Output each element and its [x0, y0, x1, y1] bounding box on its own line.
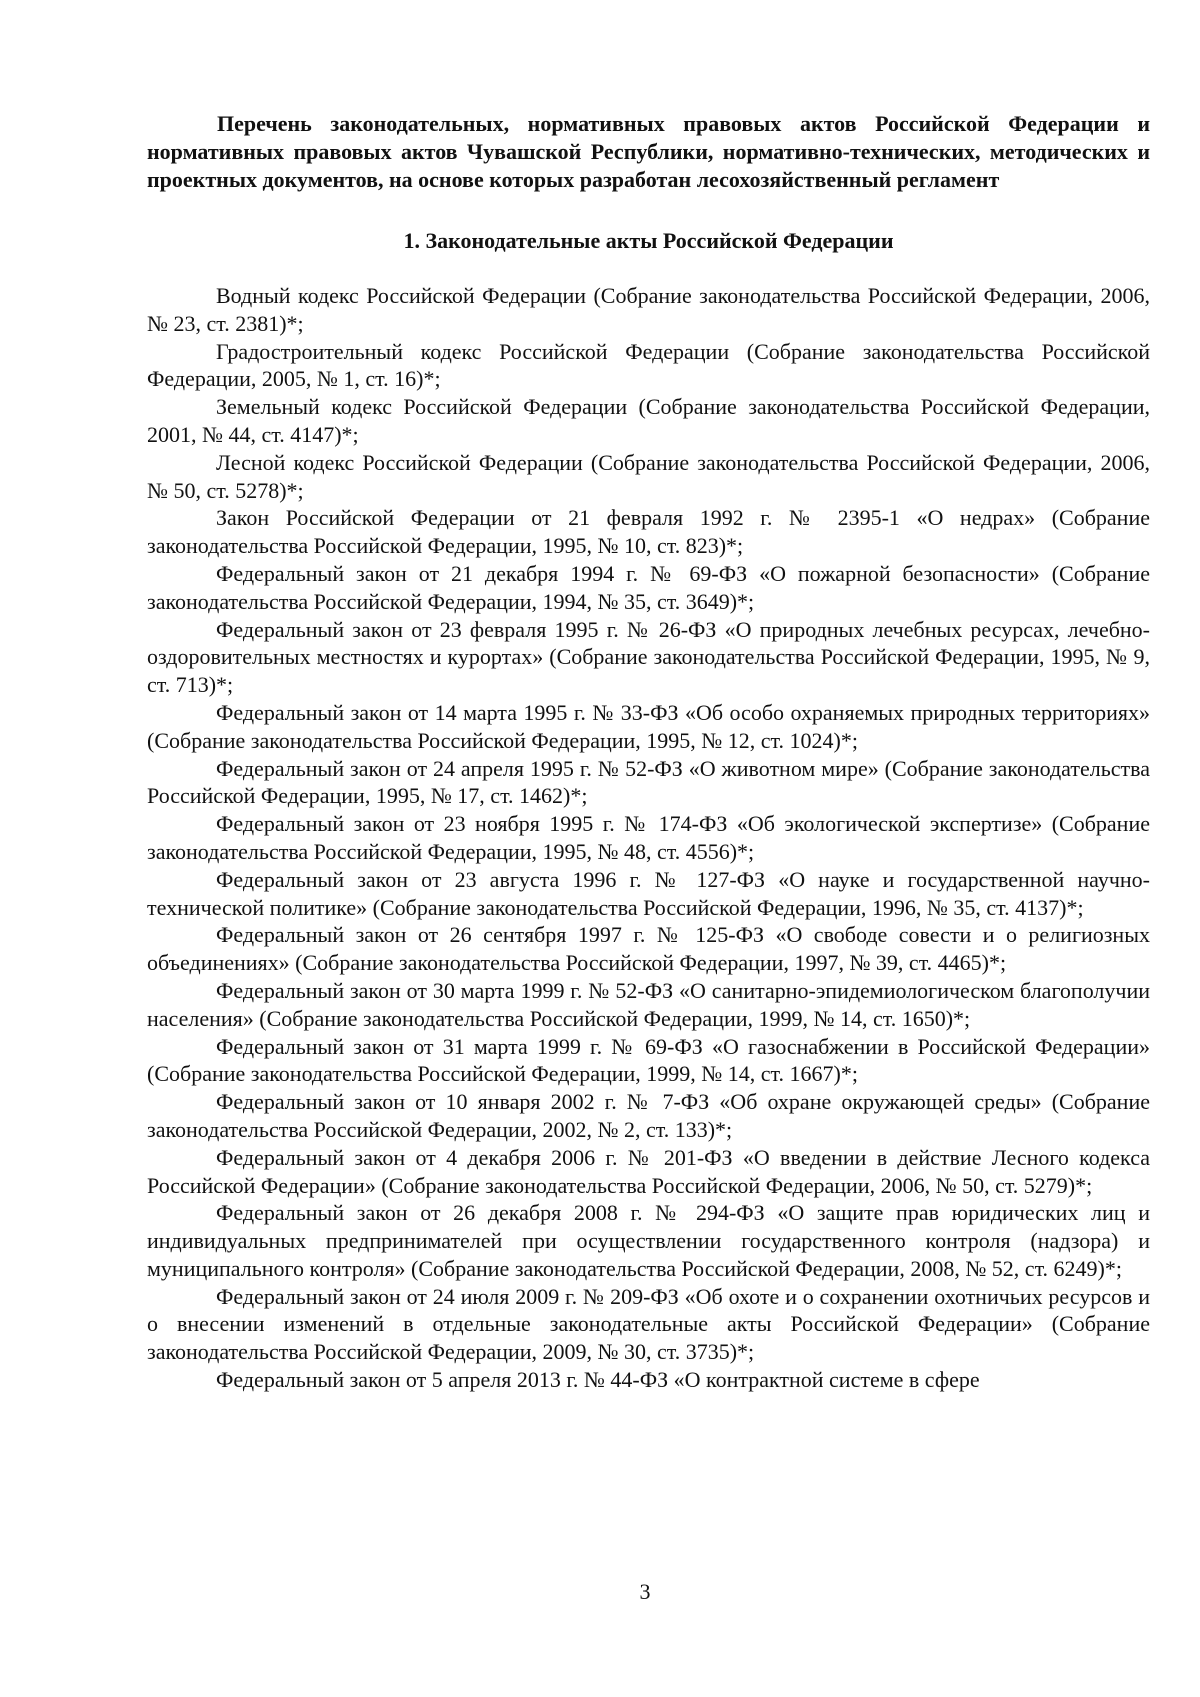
legislation-item: Федеральный закон от 31 марта 1999 г. № 69-ФЗ «О газоснабжении в Российской Федерации» (Собрание законодательства Российской Федерации, 1999, № 14, ст. 1667)*;: [147, 1033, 1150, 1087]
legislation-item: Федеральный закон от 5 апреля 2013 г. № 44-ФЗ «О контрактной системе в сфере: [216, 1367, 980, 1393]
legislation-item: Федеральный закон от 14 марта 1995 г. № 33-ФЗ «Об особо охраняемых природных территориях» (Собрание законодательства Российской Федерации, 1995, № 12, ст. 1024)*;: [147, 699, 1150, 753]
legislation-item: Лесной кодекс Российской Федерации (Собрание законодательства Российской Федерации, 2006, № 50, ст. 5278)*;: [147, 449, 1150, 503]
legislation-item: Водный кодекс Российской Федерации (Собрание законодательства Российской Федерации, 2006, № 23, ст. 2381)*;: [147, 283, 1150, 336]
legislation-item: Градостроительный кодекс Российской Федерации (Собрание законодательства Российской Федерации, 2005, № 1, ст. 16)*;: [147, 338, 1150, 392]
legislation-item: Федеральный закон от 21 декабря 1994 г. № 69-ФЗ «О пожарной безопасности» (Собрание законодательства Российской Федерации, 1994, № 35, ст. 3649)*;: [147, 560, 1150, 614]
legislation-item: Федеральный закон от 23 ноября 1995 г. № 174-ФЗ «Об экологической экспертизе» (Собрание законодательства Российской Федерации, 1995, № 48, ст. 4556)*;: [147, 811, 1150, 864]
legislation-item: Федеральный закон от 4 декабря 2006 г. № 201-ФЗ «О введении в действие Лесного кодекса Российской Федерации» (Собрание законодательства Российской Федерации, 2006, № 50, ст. 5279)*;: [147, 1144, 1150, 1198]
page-number: 3: [639, 1579, 651, 1604]
legislation-item: Земельный кодекс Российской Федерации (Собрание законодательства Российской Федерации, 2001, № 44, ст. 4147)*;: [147, 394, 1150, 447]
legislation-item: Закон Российской Федерации от 21 февраля 1992 г. № 2395-1 «О недрах» (Собрание законодательства Российской Федерации, 1995, № 10, ст. 823)*;: [147, 505, 1150, 559]
document-title: Перечень законодательных, нормативных правовых актов Российской Федерации и нормативных правовых актов Чувашской Республики, нормативно-технических, методических и проектных документов, на основе которых разработан лесохозяйственный регламент: [147, 111, 1150, 192]
legislation-item: Федеральный закон от 10 января 2002 г. № 7-ФЗ «Об охране окружающей среды» (Собрание законодательства Российской Федерации, 2002, № 2, ст. 133)*;: [147, 1089, 1150, 1142]
document-page: [147, 110, 1150, 1394]
section-heading: 1. Законодательные акты Российской Федерации: [403, 228, 894, 253]
legislation-item: Федеральный закон от 26 сентября 1997 г. № 125-ФЗ «О свободе совести и о религиозных объединениях» (Собрание законодательства Российской Федерации, 1997, № 39, ст. 4465)*;: [147, 922, 1150, 976]
legislation-item: Федеральный закон от 23 августа 1996 г. № 127-ФЗ «О науке и государственной научно-технической политике» (Собрание законодательства Российской Федерации, 1996, № 35, ст. 4137)*;: [147, 866, 1150, 920]
legislation-item: Федеральный закон от 30 марта 1999 г. № 52-ФЗ «О санитарно-эпидемиологическом благополучии населения» (Собрание законодательства Российской Федерации, 1999, № 14, ст. 1650)*;: [147, 977, 1150, 1031]
legislation-list: [147, 282, 1150, 1394]
legislation-item: Федеральный закон от 24 апреля 1995 г. № 52-ФЗ «О животном мире» (Собрание законодательства Российской Федерации, 1995, № 17, ст. 1462)*;: [147, 755, 1150, 809]
legislation-item: Федеральный закон от 23 февраля 1995 г. № 26-ФЗ «О природных лечебных ресурсах, лечебно-оздоровительных местностях и курортах» (Собрание законодательства Российской Федерации, 1995, № 9, ст. 713)*;: [147, 616, 1150, 698]
legislation-item: Федеральный закон от 24 июля 2009 г. № 209-ФЗ «Об охоте и о сохранении охотничьих ресурсов и о внесении изменений в отдельные законодательные акты Российской Федерации» (Собрание законодательства Российской Федерации, 2009, № 30, ст. 3735)*;: [147, 1283, 1150, 1365]
legislation-item: Федеральный закон от 26 декабря 2008 г. № 294-ФЗ «О защите прав юридических лиц и индивидуальных предпринимателей при осуществлении государственного контроля (надзора) и муниципального контроля» (Собрание законодательства Российской Федерации, 2008, № 52, ст. 6249)*;: [147, 1200, 1150, 1281]
